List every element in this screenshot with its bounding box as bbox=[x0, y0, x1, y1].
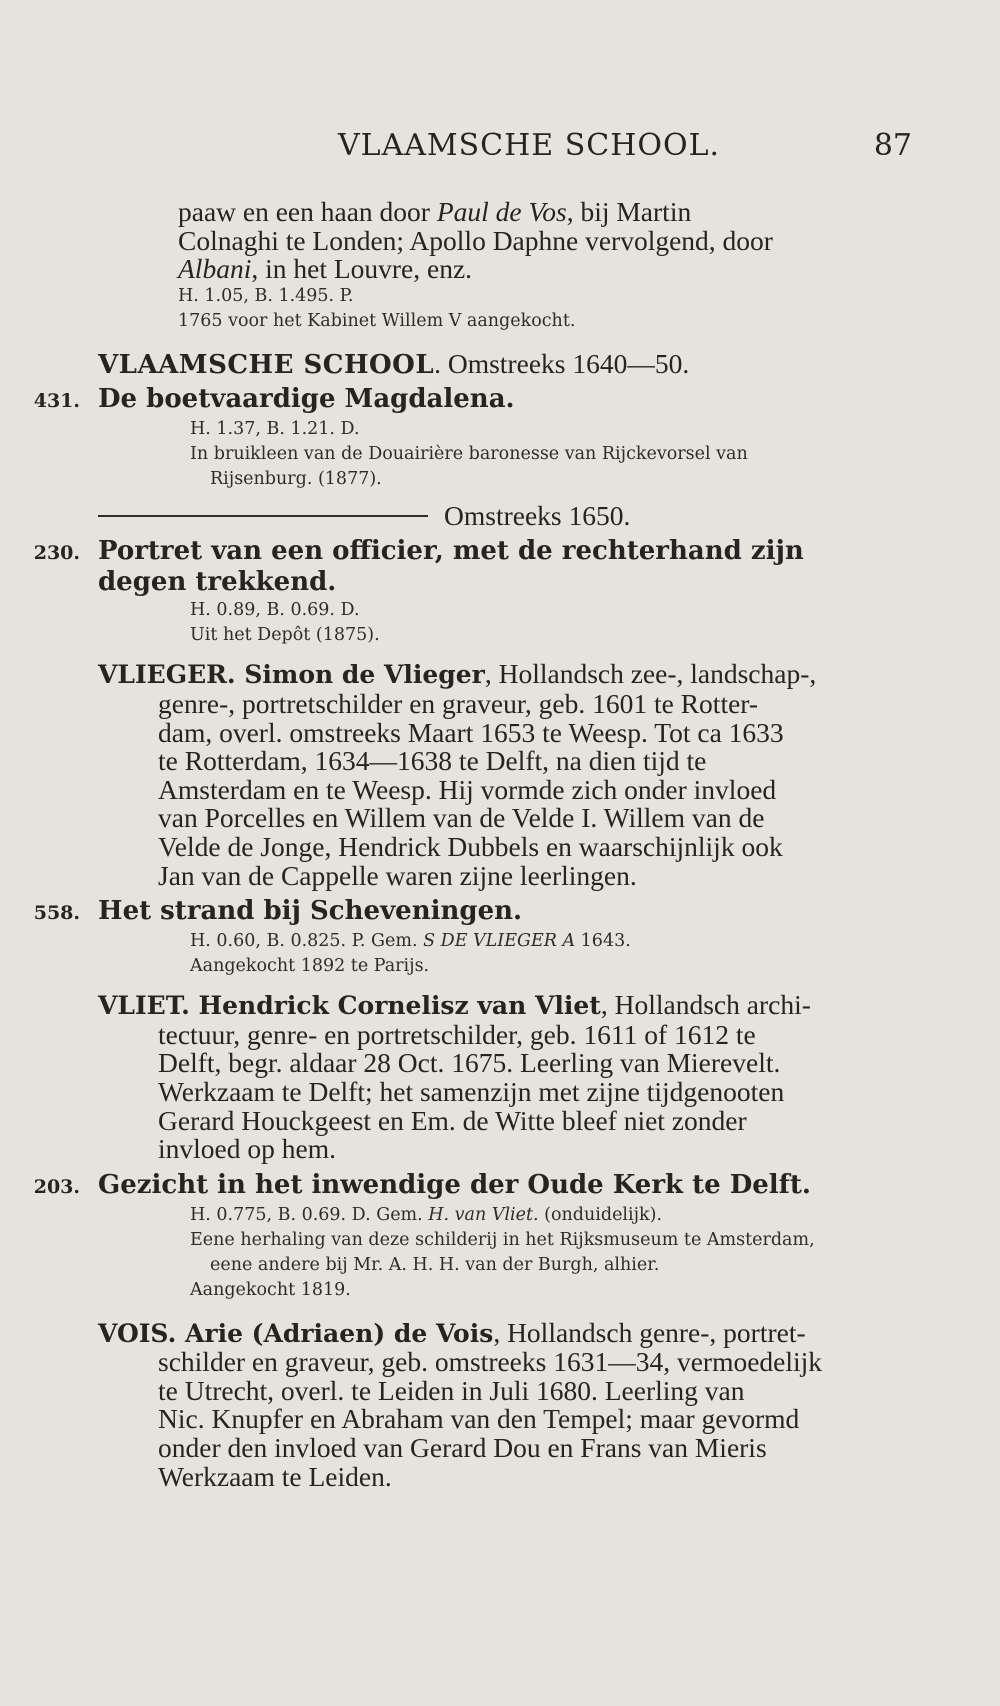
page-number: 87 bbox=[873, 128, 912, 163]
entry-number: 230. bbox=[33, 542, 80, 565]
running-header bbox=[160, 128, 912, 168]
intro-paragraph: paaw en een haan door Paul de Vos, bij Martin Colnaghi te Londen; Apollo Daphne vervolgend, door Albani, in het Louvre, enz. bbox=[178, 196, 773, 285]
school-heading: VLAAMSCHE SCHOOL. Omstreeks 1640—50. bbox=[98, 347, 690, 380]
entry-details-558: H. 0.60, B. 0.825. P. Gem. S DE VLIEGER A 1643. Aangekocht 1892 te Parijs. bbox=[190, 931, 631, 977]
entry-details-230: H. 0.89, B. 0.69. D. Uit het Depôt (1875). bbox=[190, 600, 380, 646]
page-content bbox=[0, 198, 1000, 1491]
entry-title: Gezicht in het inwendige der Oude Kerk te Delft. bbox=[98, 1169, 811, 1200]
catalogue-entry-230 bbox=[0, 536, 1000, 598]
artist-entry-vliet: VLIET. Hendrick Cornelisz van Vliet, Hollandsch archi- tectuur, genre- en portretschilder, geb. 1611 of 1612 te Delft, begr. aldaar 28 Oct. 1675. Leerling van Mierevelt. Werkzaam te Delft; het samenzijn met zijne tijdgenooten Gerard Houckgeest en Em. de Witte bleef niet zonder invloed op hem. bbox=[98, 989, 811, 1165]
entry-number: 558. bbox=[33, 902, 80, 925]
period-heading: Omstreeks 1650. bbox=[98, 502, 1000, 531]
intro-dimensions: H. 1.05, B. 1.495. P. bbox=[178, 285, 354, 306]
entry-title: Portret van een officier, met de rechterhand zijn degen trekkend. bbox=[98, 536, 804, 598]
artist-entry-vlieger: VLIEGER. Simon de Vlieger, Hollandsch zee-, landschap-, genre-, portretschilder en graveur, geb. 1601 te Rotter- dam, overl. omstreeks Maart 1653 te Weesp. Tot ca 1633 te Rotterdam, 1634—1638 te Delft, na dien tijd te Amsterdam en te Weesp. Hij vormde zich onder invloed van Porcelles en Willem van de Velde I. Willem van de Velde de Jonge, Hendrick Dubbels en waarschijnlijk ook Jan van de Cappelle waren zijne leerlingen. bbox=[98, 658, 817, 891]
entry-title: De boetvaardige Magdalena. bbox=[98, 383, 515, 414]
entry-details-203: H. 0.775, B. 0.69. D. Gem. H. van Vliet. (onduidelijk). Eene herhaling van deze schilderij in het Rijksmuseum te Amsterdam, eene andere bij Mr. A. H. H. van der Burgh, alhier. Aangekocht 1819. bbox=[190, 1204, 815, 1300]
entry-details-431: H. 1.37, B. 1.21. D. In bruikleen van de Douairière baronesse van Rijckevorsel van Rijsenburg. (1877). bbox=[190, 418, 748, 489]
intro-notes bbox=[178, 284, 908, 334]
catalogue-entry-558 bbox=[0, 896, 1000, 929]
dash-rule bbox=[98, 515, 428, 517]
catalogue-entry-431 bbox=[0, 384, 1000, 417]
entry-number: 431. bbox=[33, 389, 80, 412]
intro-note: 1765 voor het Kabinet Willem V aangekocht. bbox=[178, 310, 576, 331]
catalogue-entry-203 bbox=[0, 1170, 1000, 1203]
entry-number: 203. bbox=[33, 1175, 80, 1198]
entry-title: Het strand bij Scheveningen. bbox=[98, 896, 523, 927]
artist-entry-vois: VOIS. Arie (Adriaen) de Vois, Hollandsch genre-, portret- schilder en graveur, geb. omstreeks 1631—34, vermoedelijk te Utrecht, overl. te Leiden in Juli 1680. Leerling van Nic. Knupfer en Abraham van den Tempel; maar gevormd onder den invloed van Gerard Dou en Frans van Mieris Werkzaam te Leiden. bbox=[98, 1316, 823, 1492]
header-title: VLAAMSCHE SCHOOL. bbox=[338, 128, 721, 163]
